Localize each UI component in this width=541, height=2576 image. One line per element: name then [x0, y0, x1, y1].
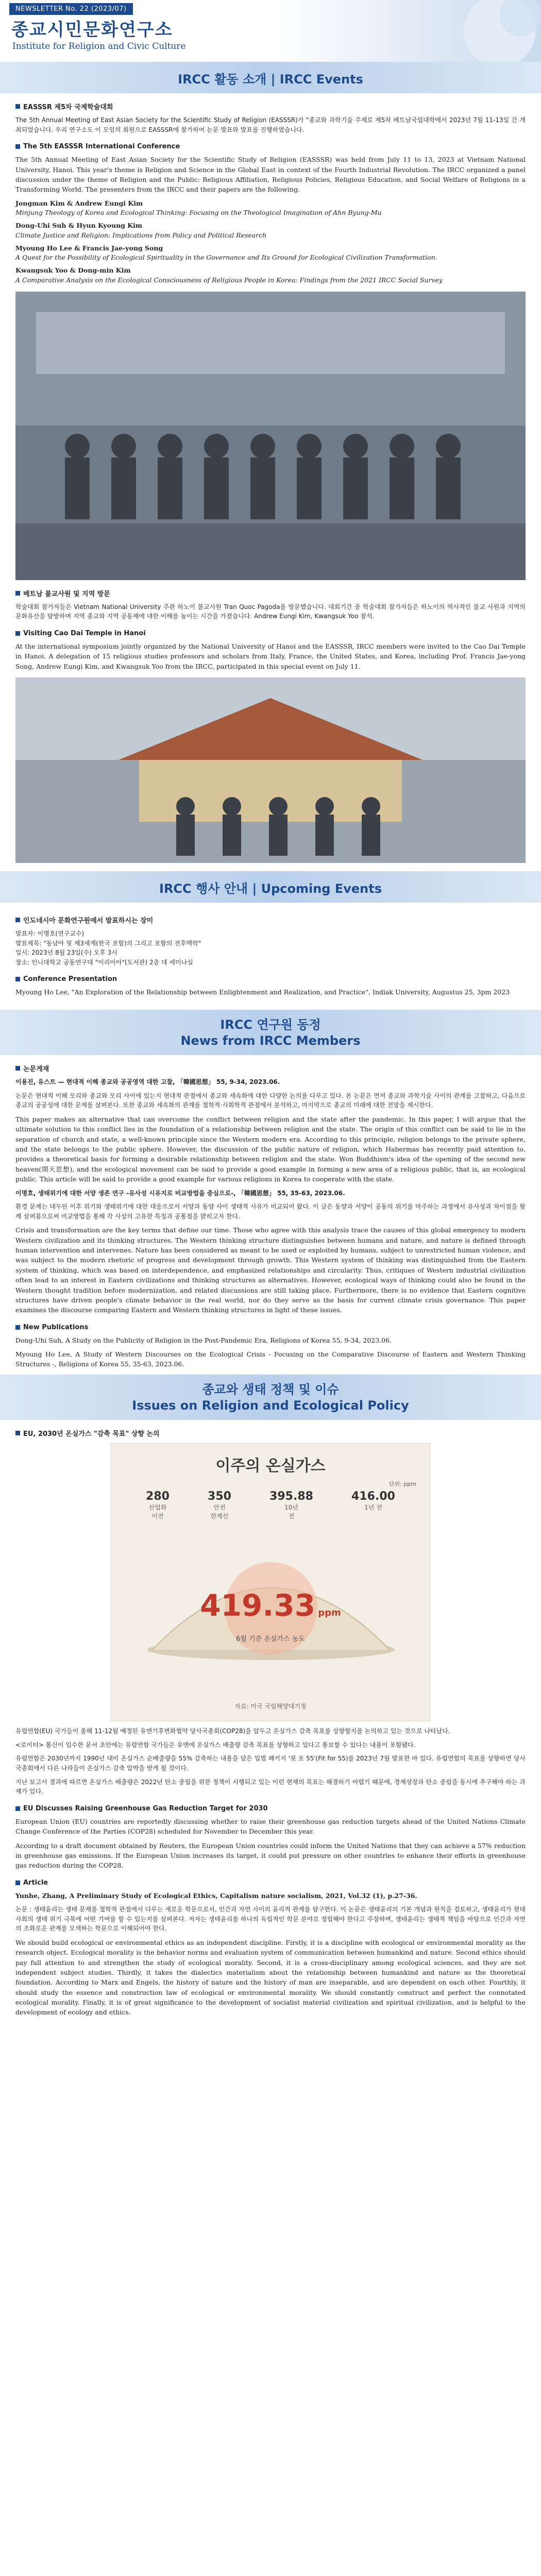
- paragraph: Crisis and transformation are the key terms that define our time. Those who agree with this analysis trace the causes of this global emergency to modern Western civilization and its thinking structures. The Western thinking structure distinguishes between humans and nature, and nature is defined through human intervention and intervenes. Nature has been considered as meant to be used or exploited by humans, subject to unrestricted human violence, and was subject to the modern rhetoric of progress and development through growth. This Western system of thinking was distinguished from the Eastern system of thinking, which was based on interdependence, and emphasized relationships and circularity. Thus, critiques of Western industrial civilization often lead to an interest in Eastern civilizations and thinking structures as alternatives. However, ecological ways of thinking could also be found in the Western thought tradition before modernization, and related discussions are still taking place. Furthermore, there is no evidence that Eastern cognitive structures have driven people's climate behavior in the real world, nor do they serve as the basis for current climate crisis governance. This paper examines the discourse comparing Eastern and Western thinking structures in light of these issues.: [15, 1226, 526, 1314]
- publication-item: Myoung Ho Lee, A Study of Western Discourses on the Ecological Crisis - Focusing on the Comparative Discourse of Eastern and Western Thinking Structures -, Religions of Korea 55, 35-63, 2023.06.: [15, 1350, 526, 1368]
- infographic-subtitle: 6월 기준 온실가스 농도: [236, 1635, 305, 1643]
- conference-photo: [15, 292, 526, 580]
- paper-citation: 이명호, 생태위기에 대한 서양 생존 연구 -유사성 시유지로 비교방법을 중심으로-, 「韓國思想」 55, 35-63, 2023.06.: [15, 1189, 345, 1197]
- stat-value: 395.88: [269, 1490, 313, 1503]
- infographic-source: 자료: 미국 국립해양대기청: [234, 1703, 307, 1710]
- paragraph: The 5th Annual Meeting of East Asian Society for the Scientific Study of Religion (EASSSR) was held from July 11 to 13, 2023 at Vietnam National University, Hanoi. This year's theme is Religion and Science in the Global East in context of the Fourth Industrial Revolution. The IRCC organized a panel discussion under the theme of Religion and the Public: Religious Affiliation, Religious Policies, Religious Education, and Social Welfare of Religions in a Transforming World. The presenters from the IRCC and their papers are the following.: [15, 156, 526, 194]
- paragraph: The 5th Annual Meeting of East Asian Society for the Scientific Study of Religion (EASSSR)가 "종교와 과학기술 주제로 제5차 베트남국립대학에서 2023년 7월 11-13일 간 개최되었습니다. 우리 연구소도 이 모임의 회원으로 EASSSR에 참가하여 논문 발표와 발표를 진행하였습니다.: [15, 116, 526, 133]
- subheading-text: 베트남 불교사원 및 지역 방문: [23, 590, 110, 598]
- research-title: IRCC 연구원 동정 News from IRCC Members: [180, 1017, 361, 1048]
- infographic-title: 이주의 온실가스: [215, 1457, 326, 1476]
- subheading: [15, 975, 526, 983]
- paragraph: This paper makes an alternative that can overcome the conflict between religion and the state after the pandemic. In this paper, I will argue that the ultimate solution to this conflict lies in the foundation of a relationship between religion and the state. The origin of this conflict can be said to lie in the separation of church and state, a well-known principle since the Western modern era. According to this principle, religion belongs to the private sphere, and the state belongs to the public sphere. However, the discussion of the public nature of religion, which Habermas has recently paid attention to, provides a theoretical basis for forming a desirable relationship between religion and the state. Won Buddhism's idea of the opening of the second new heaven(開天思想), and the ecological movement can be said to provide a good example in forming a new area of a religious public, that is, an ecological public. This article will be said to provide a good example for various religions in Korea to cooperate with the state.: [15, 1115, 526, 1183]
- stat-item: [208, 1490, 231, 1520]
- big-value: 419.33: [200, 1588, 316, 1623]
- bullet-square-icon: [15, 144, 20, 149]
- subheading: [15, 143, 526, 150]
- presenter-item: [15, 266, 526, 285]
- paragraph: Myoung Ho Lee, "An Exploration of the Relationship between Enlightenment and Realization, and Practice", Indiak University, Augustus 25, 3pm 2023: [15, 988, 510, 996]
- subheading: [15, 630, 526, 637]
- group-photo-image: [15, 292, 526, 580]
- bullet-square-icon: [15, 104, 20, 109]
- temple-photo: [15, 677, 526, 863]
- bullet-square-icon: [15, 1806, 20, 1811]
- paragraph: 논문은 현대적 이해 모리와 종교와 모리 사이에 있는지 현대적 관점에서 종교와 세속화에 대한 다양한 논의를 다루고 있다. 본 논문은 먼저 종교와 과학기술 사이의 관계를 고찰하고, 다음으로 종교의 공공성에 대한 문제를 살펴본다. 또한 종교와 세속화의 관계를 철학적·사회학적 관점에서 분석하고, 마지막으로 종교의 미래에 대한 전망을 제시한다.: [15, 1092, 526, 1109]
- bullet-square-icon: [15, 1066, 20, 1071]
- paragraph: 논문 : 생태윤리는 생태 문제를 철학적 관점에서 다루는 새로운 학문으로서, 인간과 자연 사이의 윤리적 관계를 탐구한다. 이 논문은 생태윤리의 기본 개념과 원칙을 검토하고, 생태윤리가 현대 사회의 생태 위기 극복에 어떤 기여를 할 수 있는지를 살펴본다. 저자는 생태윤리를 하나의 독립적인 학문 분야로 정립해야 한다고 주장하며, 생태윤리는 생태적 책임을 바탕으로 인간과 자연의 조화로운 관계를 모색하는 학문으로 이해되어야 한다.: [15, 1906, 526, 1933]
- stat-item: [146, 1490, 170, 1520]
- ecology-title: 종교와 생태 정책 및 이슈 Issues on Religion and Ecological Policy: [132, 1382, 409, 1413]
- paragraph: 발표자: 이명호(연구교수) 발표제목: "동남아 및 제3세계(한국 포함)의 그리고 포함의 전후맥락" 일시: 2023년 8월 23일(수) 오후 3시 장소: 인니대학교 공동연구대 "이리이아"(도서관) 2층 대 세미나실: [15, 930, 201, 966]
- stat-label: 10년 전: [284, 1504, 298, 1520]
- infographic-stats: [127, 1490, 414, 1520]
- subheading-text: Conference Presentation: [23, 975, 117, 984]
- stat-value: 350: [208, 1490, 231, 1503]
- subheading: [15, 101, 526, 111]
- stat-item: [269, 1490, 313, 1520]
- activities-content-2: [0, 588, 541, 671]
- subheading-text: EU Discusses Raising Greenhouse Gas Reduction Target for 2030: [23, 1804, 268, 1812]
- research-section-bar: [0, 1010, 541, 1055]
- bullet-square-icon: [15, 631, 20, 636]
- paragraph: <로이터> 통신이 입수한 문서 초안에는 유럽연합 국가들은 유엔에 온실가스 배출량 감축 목표를 상향하고 있다고 통보할 수 있다는 내용이 포함됐다.: [15, 1741, 416, 1749]
- subheading-text: 인도네시아 문화연구원에서 발표하시는 장미: [23, 917, 154, 925]
- presenter-title: A Comparative Analysis on the Ecological Consciousness of Religious People in Korea: Findings from the 2021 IRCC Social Survey: [15, 276, 443, 284]
- paragraph: We should build ecological or environmental ethics as an independent discipline. Firstly, it is a discipline with ecological or environmental morality as the research object. Ecological morality is the behavior norms and evaluation system of communication between humankind and nature. Second ethics should pay full attention to and strengthen the study of ecological morality. Second, it is a cross-disciplinary among ecological sciences, and they are not independent subject studies. Thirdly, it takes the dialectics materialism about the relationship between humankind and nature as the theoretical foundation. According to Marx and Engels, the history of nature and the history of man are inseparable, and are dependent on each other. Fourthly, it should study the essence and construction law of ecological or environmental morality. We should constantly construct and perfect the connotated ecological morality. Finally, it is of great significance to the development of socialist material civilization and spiritual civilization, and is helpful to the development of ecology and ethics.: [15, 1938, 526, 2016]
- stat-item: [351, 1490, 395, 1520]
- subheading-text: Article: [23, 1878, 48, 1887]
- presenter-title: A Quest for the Possibility of Ecological Spirituality in the Governance and Its Ground for Ecological Civilization Transformation.: [15, 253, 437, 262]
- presenter-authors: Dong-Uhi Suh & Hyun Kyoung Kim: [15, 222, 143, 230]
- activities-title: IRCC 활동 소개 | IRCC Events: [178, 72, 363, 87]
- paragraph: At the international symposium jointly organized by the National University of Hanoi and the EASSSR, IRCC members were invited to the Cao Dai Temple in Hanoi. A delegation of 15 religious studies professors and scholars from Italy, France, the United States, and Korea, including Prof. Francis Jae-yong Song, Andrew Eungi Kim, and Kwangsuk Yoo from the IRCC, participated in this special event on July 11.: [15, 642, 526, 670]
- presenter-title: Climate Justice and Religion: Implications from Policy and Political Research: [15, 231, 267, 239]
- activities-content: [0, 101, 541, 285]
- presenter-item: [15, 199, 526, 218]
- ecology-section-bar: [0, 1375, 541, 1420]
- big-value-unit: ppm: [318, 1607, 341, 1619]
- institute-name-ko: 종교시민문화연구소: [11, 20, 173, 40]
- temple-visit-image: [15, 677, 526, 863]
- subheading-text: EASSSR 제5차 국제학술대회: [23, 104, 113, 111]
- big-value-block: [111, 1588, 430, 1623]
- subheading: [15, 1063, 526, 1073]
- ecology-content: [0, 1428, 541, 1438]
- bullet-square-icon: [15, 977, 20, 981]
- subheading-text: New Publications: [23, 1323, 89, 1331]
- paragraph: 유럽연합(EU) 국가들이 올해 11-12월 예정된 유엔기후변화협약 당사국총회(COP28)을 앞두고 온실가스 감축 목표를 상향할지를 논의하고 있는 것으로 나타났다.: [15, 1727, 450, 1735]
- subheading: [15, 1879, 526, 1887]
- subheading-text: 논문게재: [23, 1065, 49, 1074]
- stat-value: 280: [146, 1490, 170, 1503]
- infographic-unit: 단위: ppm: [388, 1481, 416, 1488]
- research-content: [0, 1063, 541, 1369]
- stat-label: 1년 전: [364, 1504, 382, 1512]
- paragraph: 학술대회 참가자들은 Vietnam National University 주관 하노이 불교사원 Tran Quoc Pagoda를 방문했습니다. 대회기간 중 학술대회 참가자들은 하노이의 역사적인 불교 사원과 지역의 문화유산을 탐방하며 지역 종교와 지역 공동체에 대한 이해를 높이는 시간을 가졌습니다. Andrew Eungi Kim, Kwangsuk Yoo 참석.: [15, 603, 526, 620]
- paragraph: 유럽연합은 2030년까지 1990년 대비 온실가스 순배출량을 55% 감축하는 내용을 담은 입법 패키지 '핏 포 55'(Fit for 55)를 2023년 7월 발표한 바 있다. 유럽연합의 목표를 상향하면 당사국총회에서 다른 나라들이 온실가스 감축 압박을 받게 될 것이다.: [15, 1755, 526, 1772]
- presenter-authors: Myoung Ho Lee & Francis Jae-yong Song: [15, 244, 163, 252]
- subheading: [15, 1428, 526, 1438]
- stat-value: 416.00: [351, 1490, 395, 1503]
- paragraph: According to a draft document obtained by Reuters, the European Union countries could inform the United Nations that they can achieve a 57% reduction in greenhouse gas emissions. If the European Union increases its target, it could put pressure on other countries to enhance their efforts in greenhouse gas reduction during the COP28.: [15, 1841, 526, 1870]
- bullet-square-icon: [15, 1325, 20, 1330]
- presenter-title: Minjung Theology of Korea and Ecological Thinking: Focusing on the Theological Imagination of Ahn Byung-Mu: [15, 209, 382, 217]
- activities-section-bar: [0, 62, 541, 93]
- publication-item: Dong-Uhi Suh, A Study on the Publicity of Religion in the Post-Pandemic Era, Religions of Korea 55, 9-34, 2023.06.: [15, 1336, 392, 1344]
- subheading-text: Visiting Cao Dai Temple in Hanoi: [23, 629, 146, 637]
- upcoming-title: IRCC 행사 안내 | Upcoming Events: [159, 882, 382, 896]
- article-citation: Yunhe, Zhang, A Preliminary Study of Ecological Ethics, Capitalism nature socialism, 2021, Vol.32 (1), p.27-36.: [15, 1891, 417, 1900]
- stat-label: 산업화 이전: [148, 1504, 167, 1520]
- subheading: [15, 915, 526, 925]
- subheading-text: EU, 2030년 온실가스 "감축 목표" 상향 논의: [23, 1430, 160, 1438]
- presenter-authors: Kwangsuk Yoo & Dong-min Kim: [15, 266, 131, 275]
- subheading: [15, 588, 526, 598]
- bullet-square-icon: [15, 1880, 20, 1885]
- paper-citation: 이용진, 유스트 — 현대적 이해 종교와 공공영역 대한 고찰, 「韓國思想」 55, 9-34, 2023.06.: [15, 1078, 280, 1086]
- stat-label: 안전 한계선: [210, 1504, 229, 1520]
- upcoming-content: [0, 903, 541, 1010]
- ecology-content-2: [0, 1726, 541, 2018]
- co2-infographic: [111, 1443, 430, 1721]
- upcoming-section-bar: [0, 871, 541, 903]
- bullet-square-icon: [15, 918, 20, 922]
- subheading-text: The 5th EASSSR International Conference: [23, 143, 180, 151]
- bullet-square-icon: [15, 1431, 20, 1435]
- bullet-square-icon: [15, 591, 20, 596]
- subheading: [15, 1324, 526, 1331]
- institute-name-en: Institute for Religion and Civic Culture: [12, 41, 186, 52]
- presenter-authors: Jongman Kim & Andrew Eungi Kim: [15, 199, 143, 207]
- presenter-item: [15, 221, 526, 241]
- paragraph: 환경 문제는 대두된 이후 위기와 생태위기에 대한 대응으로서 서양과 동양 사이 생태적 사유가 비교되어 왔다. 이 글은 동양과 서양이 공동의 위기를 마주하는 과정에서 유사성과 차이점을 함께 살펴봄으로써 비교방법을 통해 각 사상의 고유한 특징과 공통점을 밝히고자 한다.: [15, 1203, 526, 1220]
- paragraph: European Union (EU) countries are reportedly discussing whether to raise their greenhouse gas reduction targets ahead of the United Nations Climate Change Conference of the Parties (COP28) scheduled for November to December this year.: [15, 1817, 526, 1836]
- paragraph: 지난 보고서 결과에 따르면 온실가스 배출량은 2022년 탄소 중립을 위한 정책이 시행되고 있는 이런 현재의 목표는 해결하기 어렵기 때문에, 경제성장과 탄소 중립을 동시에 추구해야 하는 과제가 있다.: [15, 1778, 526, 1795]
- presenter-item: [15, 244, 526, 263]
- header: [0, 0, 541, 62]
- newsletter-number: NEWSLETTER No. 22 (2023/07): [9, 3, 133, 15]
- header-decoration-image: [273, 0, 541, 62]
- subheading: [15, 1805, 526, 1812]
